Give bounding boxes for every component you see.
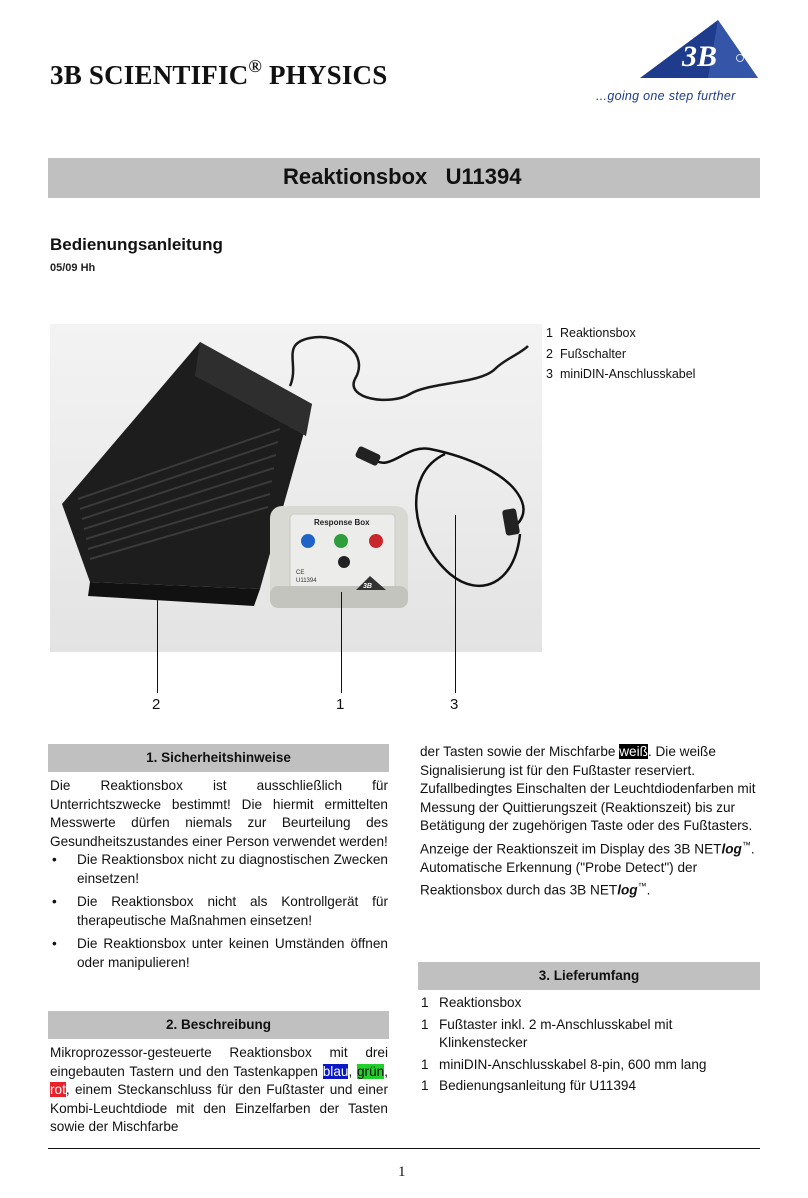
box-label: Response Box <box>314 518 370 527</box>
highlight-blau: blau <box>322 1063 349 1079</box>
list-item: 1 miniDIN-Anschlusskabel 8-pin, 600 mm lang <box>421 1056 707 1072</box>
pedal-cable <box>290 337 528 400</box>
safety-intro: Die Reaktionsbox ist ausschließlich für Unterrichtszwecke bestimmt! Die hiermit ermittelten Messwerte dürfen niemals zur Beurteilung des Gesundheitszustandes einer Person verwendet werden! <box>50 778 388 849</box>
section-heading-description: 2. Beschreibung <box>48 1011 389 1039</box>
description-continuation: der Tasten sowie der Mischfarbe weiß. Die weiße Signalisierung ist für den Fußtaster reserviert. <box>420 744 716 778</box>
list-item: 1 Reaktionsbox <box>421 995 522 1010</box>
legend-item: 3 miniDIN-Anschlusskabel <box>546 367 696 381</box>
led-indicator <box>338 556 350 568</box>
logo-text: 3B <box>682 40 718 73</box>
scope-list <box>418 994 760 1099</box>
leader-line-pedal <box>157 585 158 693</box>
page-number: 1 <box>398 1164 406 1180</box>
leader-line-cable <box>455 515 456 693</box>
section-heading-safety: 1. Sicherheitshinweise <box>48 744 389 772</box>
callout-3: 3 <box>450 696 459 713</box>
box-ce-mark: CE <box>296 570 305 576</box>
footer-divider <box>48 1148 760 1149</box>
description-paragraph-right: der Tasten sowie der Mischfarbe weiß. Die weiße Signalisierung ist für den Fußtaster reserviert. Zufallbedingtes Einschalten der Leuchtdiodenfarben mit Messung der Quittierungszeit (Reaktionszeit) bis zur Betätigung der zugehörigen Taste oder des Fußtasters. Anzeige der Reaktionszeit im Display des 3B NETlog™. Automatische Erkennung ("Probe Detect") der Reaktionsbox durch das 3B NETlog™. <box>420 744 756 898</box>
highlight-rot: rot <box>50 1082 66 1097</box>
callout-1: 1 <box>336 696 345 713</box>
revision-date: 05/09 Hh <box>50 262 96 274</box>
tagline: ...going one step further <box>596 89 736 103</box>
box-logo: 3B <box>363 583 372 590</box>
green-button <box>334 534 348 548</box>
box-code: U11394 <box>296 578 317 584</box>
figure-legend <box>546 323 695 385</box>
description-paragraph-left: Mikroprozessor-gesteuerte Reaktionsbox mit drei eingebauten Tastern und den Tastenkappen blau, grün, rot, einem Steckanschluss für den Fußtaster und einer Kombi-Leuchtdiode mit den Einzelfarben der Tasten sowie der Mischfarbe <box>50 1045 388 1134</box>
list-item: 1 Fußtaster inkl. 2 m-Anschlusskabel mit Klinkenstecker <box>421 1016 673 1050</box>
brand-title: 3B SCIENTIFIC® PHYSICS <box>50 56 388 90</box>
legend-item: 1 Reaktionsbox <box>546 326 636 340</box>
blue-button <box>301 534 315 548</box>
list-item: • Die Reaktionsbox nicht zu diagnostischen Zwecken einsetzen! <box>52 852 388 886</box>
section-heading-scope: 3. Lieferumfang <box>418 962 760 990</box>
response-box <box>270 506 408 608</box>
manual-subtitle: Bedienungsanleitung <box>50 235 223 254</box>
document-title: Reaktionsbox U11394 <box>283 164 522 189</box>
list-item: • Die Reaktionsbox nicht als Kontrollgerät für therapeutische Maßnahmen einsetzen! <box>52 894 388 928</box>
highlight-gruen: grün <box>357 1063 385 1079</box>
list-item: • Die Reaktionsbox unter keinen Umständen öffnen oder manipulieren! <box>52 936 388 970</box>
highlight-weiss: weiß <box>619 744 648 759</box>
legend-item: 2 Fußschalter <box>546 346 626 361</box>
list-item: 1 Bedienungsanleitung für U11394 <box>421 1078 637 1093</box>
product-photo <box>50 324 542 652</box>
callout-2: 2 <box>152 696 161 713</box>
leader-line-box <box>341 592 342 693</box>
safety-bullet-list <box>50 851 388 977</box>
product-illustration <box>50 324 542 652</box>
red-button <box>369 534 383 548</box>
